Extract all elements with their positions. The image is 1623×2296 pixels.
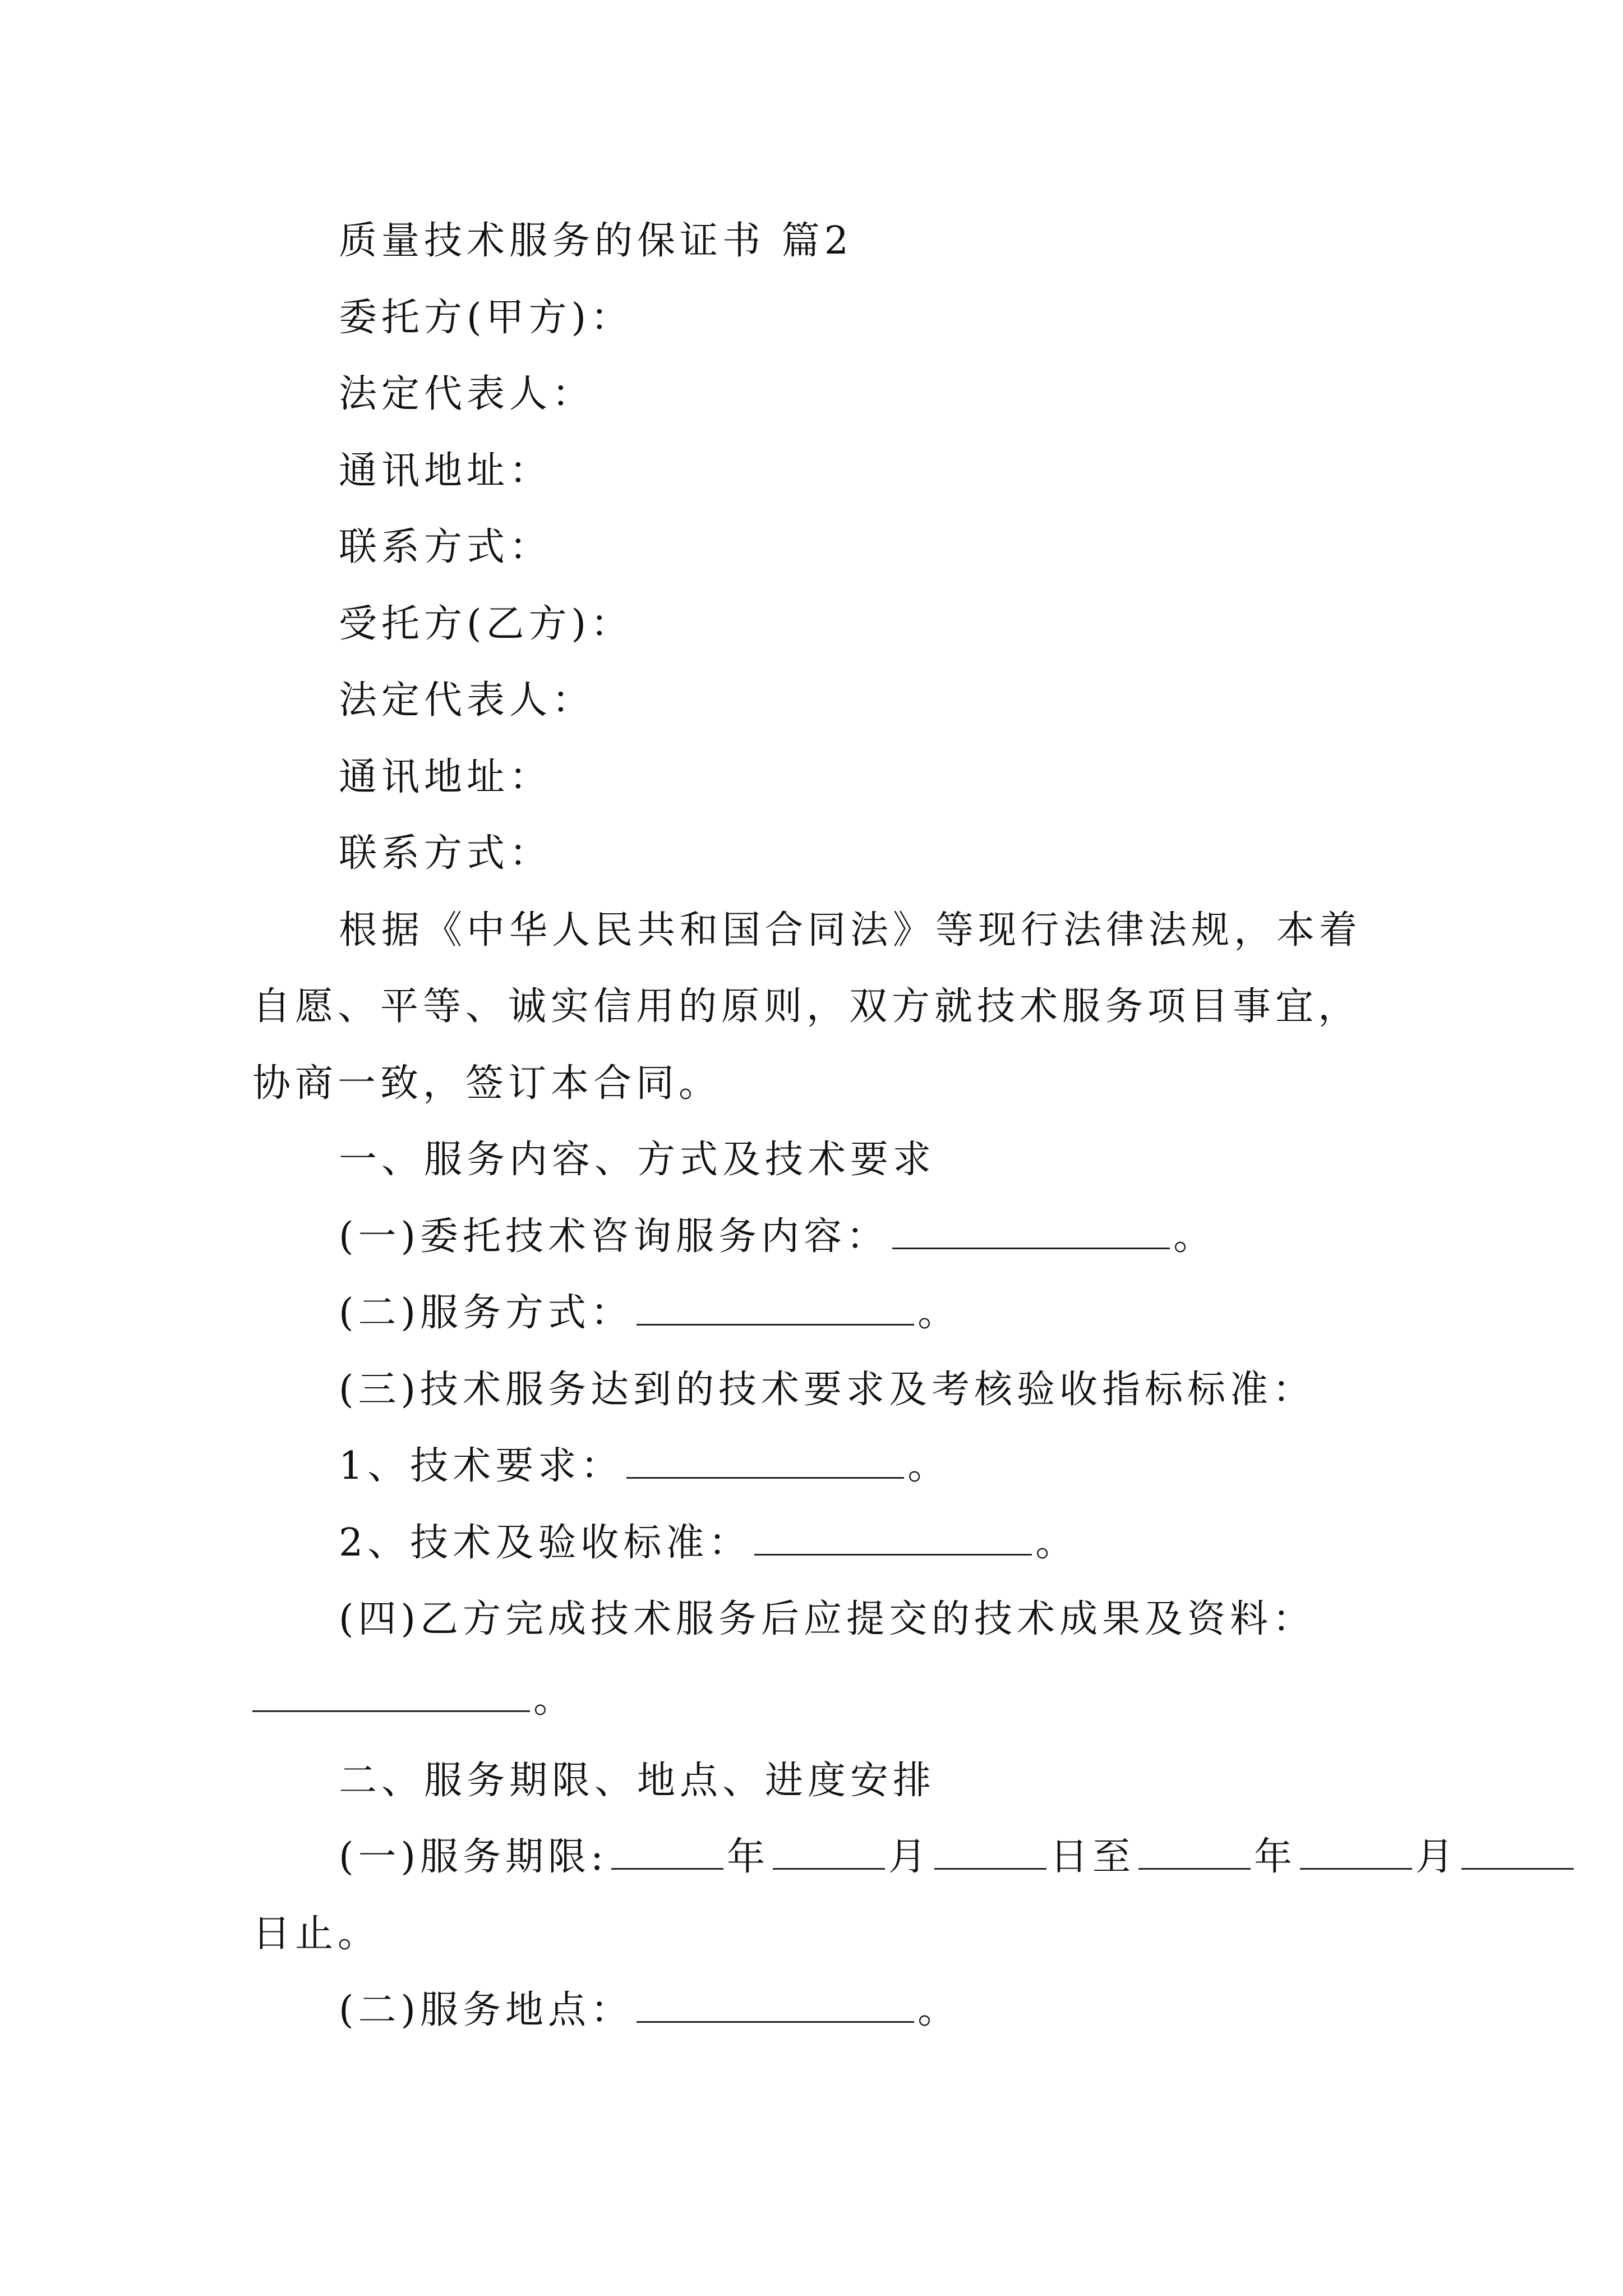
- start-day-blank: [934, 1834, 1046, 1870]
- preamble-line-2: 自愿、平等、诚实信用的原则，双方就技术服务项目事宜，: [252, 984, 1361, 1029]
- service-location-blank: [637, 1987, 914, 2023]
- party-a-address: 通讯地址：: [339, 449, 552, 493]
- preamble-line-1: 根据《中华人民共和国合同法》等现行法律法规，本着: [339, 908, 1362, 953]
- service-method-blank: [637, 1290, 914, 1326]
- acceptance-standard-line: 2、技术及验收标准： 。: [339, 1521, 1078, 1565]
- service-period-line: (一)服务期限: 年 月 日至 年 月: [339, 1832, 1577, 1883]
- start-month-blank: [773, 1834, 885, 1870]
- end-day-blank: [1461, 1834, 1574, 1870]
- party-a-label: 委托方(甲方)：: [339, 296, 634, 340]
- acceptance-standard-blank: [754, 1520, 1032, 1556]
- end-month-blank: [1300, 1834, 1412, 1870]
- party-a-contact: 联系方式：: [339, 525, 552, 569]
- tech-requirement-blank: [626, 1443, 904, 1479]
- party-b-contact: 联系方式：: [339, 831, 552, 876]
- service-period-end: 日止。: [252, 1912, 381, 1956]
- deliverables-heading: (四)乙方完成技术服务后应提交的技术成果及资料：: [339, 1597, 1316, 1641]
- technical-requirements-heading: (三)技术服务达到的技术要求及考核验收指标标准：: [339, 1368, 1316, 1412]
- document-heading: 质量技术服务的保证书 篇2: [339, 219, 853, 263]
- start-year-blank: [611, 1834, 723, 1870]
- service-content-blank: [892, 1214, 1170, 1249]
- end-year-blank: [1138, 1834, 1251, 1870]
- service-content-line: (一)委托技术咨询服务内容： 。: [339, 1214, 1216, 1259]
- service-location-line: (二)服务地点： 。: [339, 1988, 961, 2032]
- preamble-line-3: 协商一致，签订本合同。: [252, 1061, 722, 1106]
- deliverables-blank: [252, 1677, 530, 1712]
- party-a-rep: 法定代表人：: [339, 372, 595, 416]
- party-b-rep: 法定代表人：: [339, 678, 595, 723]
- section-1-title: 一、服务内容、方式及技术要求: [339, 1138, 936, 1182]
- party-b-address: 通讯地址：: [339, 755, 552, 799]
- service-method-line: (二)服务方式： 。: [339, 1291, 961, 1335]
- deliverables-line: 。: [252, 1674, 576, 1725]
- tech-requirement-line: 1、技术要求： 。: [339, 1444, 951, 1488]
- party-b-label: 受托方(乙方)：: [339, 602, 634, 646]
- section-2-title: 二、服务期限、地点、进度安排: [339, 1759, 936, 1803]
